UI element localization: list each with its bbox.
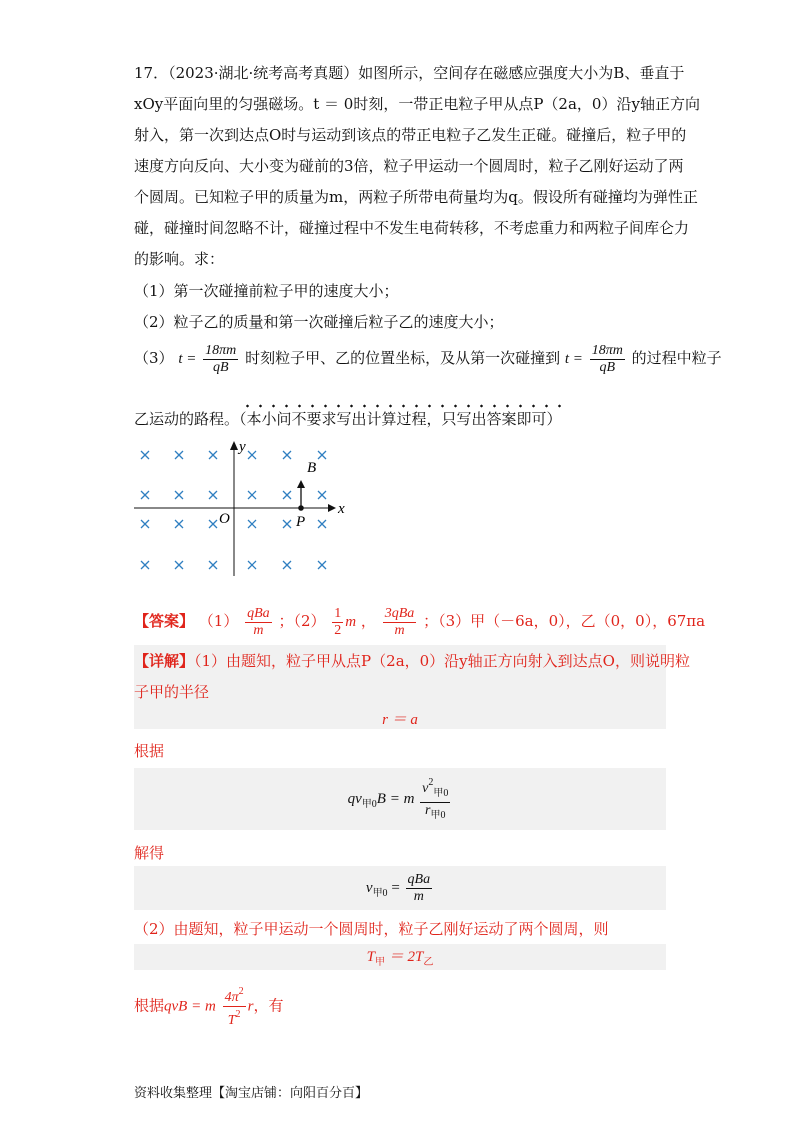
sub-question-3-line-2 — [134, 408, 562, 430]
eq3-sub: 甲0 — [372, 888, 388, 899]
sub-question-2: （2）粒子乙的质量和第一次碰撞后粒子乙的速度大小； — [134, 313, 504, 331]
cross-icon — [175, 491, 183, 499]
question-line-7: 的影响。求： — [134, 250, 225, 268]
question-line-1: 17．（2023·湖北·统考高考真题）如图所示，空间存在磁感应强度大小为B、垂直于 — [134, 64, 685, 82]
frac-numerator — [223, 984, 246, 1007]
eq4-mid: ＝ 2T — [385, 949, 424, 965]
eq5-tail: r — [247, 998, 254, 1015]
equation-5-line — [134, 984, 283, 1029]
sub3-end-text: 的过程中粒子 — [631, 349, 722, 367]
cross-icon — [209, 520, 217, 528]
answer-sep-3: ；（3）甲（－6a，0），乙（0，0），67πa — [423, 612, 706, 630]
sub3-emphasis: （本小问不要求写出计算过程，只写出答案即可） — [239, 404, 562, 428]
sub-question-1: （1）第一次碰撞前粒子甲的速度大小； — [134, 282, 399, 300]
eq3-fraction — [406, 872, 433, 905]
detail-line-1 — [134, 650, 690, 672]
eq4-sub-2: 乙 — [423, 957, 434, 968]
eq2-mid: B = m — [376, 791, 415, 807]
footer-text: 资料收集整理【淘宝店铺：向阳百分百】 — [134, 1086, 369, 1101]
answer-sep-2: ， — [360, 612, 376, 630]
point-p-label: P — [296, 514, 306, 530]
question-line-5: 个圆周。已知粒子甲的质量为m，两粒子所带电荷量均为q。假设所有碰撞均为弹性正 — [134, 188, 698, 206]
cross-icon — [283, 491, 291, 499]
eq4-t: T — [366, 949, 375, 965]
frac-numerator: qBa — [247, 605, 270, 621]
eq2-den-sub: 甲0 — [430, 810, 446, 822]
detail-line-2: 子甲的半径 — [134, 683, 210, 701]
eq5-fraction — [223, 984, 246, 1029]
cross-icon — [318, 520, 326, 528]
cross-icon — [209, 491, 217, 499]
cross-icon — [248, 451, 256, 459]
eq4-sub-1: 甲 — [375, 957, 385, 968]
eq2-fraction — [420, 775, 450, 824]
answer-fraction-3 — [383, 606, 417, 639]
y-axis-label: y — [239, 439, 246, 455]
frac-denominator: m — [413, 889, 424, 905]
equation-r: r ＝ a — [382, 712, 418, 728]
detail-part-2: （2）由题知，粒子甲运动一个圆周时，粒子乙刚好运动了两个圆周，则 — [134, 920, 609, 938]
eq5-after: ，有 — [253, 996, 284, 1015]
cross-icon — [248, 520, 256, 528]
cross-icon — [175, 561, 183, 569]
equation-3 — [134, 868, 666, 914]
answer-p1: （1） — [198, 612, 239, 630]
eq2-lhs: qv — [347, 791, 362, 807]
x-axis-label: x — [338, 501, 345, 517]
frac-denominator: qB — [599, 359, 616, 375]
eq2-sub: 甲0 — [361, 799, 377, 810]
frac-numerator: qBa — [407, 872, 431, 888]
answer-f2-tail: m — [345, 614, 357, 630]
cross-icon — [283, 520, 291, 528]
eq5-num: 4π — [224, 990, 239, 1005]
cross-icon — [318, 491, 326, 499]
velocity-arrow-head-icon — [297, 480, 305, 488]
cross-icon — [248, 561, 256, 569]
sub3-prefix: （3） — [134, 349, 174, 367]
equation-2 — [134, 775, 666, 829]
cross-icon — [283, 561, 291, 569]
sub3-fraction-2 — [590, 343, 625, 376]
eq2-num-sup: 2 — [428, 777, 434, 789]
frac-numerator: 3qBa — [384, 605, 415, 621]
question-line-3: 射入，第一次到达点O时与运动到该点的带正电粒子乙发生正碰。碰撞后，粒子甲的 — [134, 126, 687, 144]
frac-denominator: m — [394, 622, 405, 638]
frac-denominator — [420, 803, 450, 824]
cross-icon — [141, 561, 149, 569]
detail-label: 【详解】 — [134, 652, 195, 670]
cross-icon — [209, 561, 217, 569]
frac-denominator: 2 — [334, 622, 342, 638]
frac-numerator: 1 — [334, 605, 342, 621]
eq5-den: T — [227, 1013, 236, 1028]
text-jiede: 解得 — [134, 844, 165, 862]
origin-label: O — [219, 511, 230, 527]
sub3-mid-text: 时刻粒子甲、乙的位置坐标，及从第一次碰撞到 — [245, 349, 561, 367]
answer-fraction-2 — [332, 606, 343, 639]
eq2-num: v — [422, 781, 429, 797]
eq5-den-sup: 2 — [235, 1009, 241, 1020]
cross-icon — [175, 451, 183, 459]
point-p-dot — [298, 505, 304, 511]
sub-question-3 — [134, 340, 722, 377]
answer-sep-1: ；（2） — [278, 612, 326, 630]
sub3-fraction-1 — [203, 343, 238, 376]
answer-fraction-1 — [245, 606, 272, 639]
frac-denominator: m — [253, 622, 264, 638]
magnetic-field-figure — [130, 438, 350, 578]
y-axis-arrow-icon — [230, 441, 238, 450]
sub3-t: t = — [178, 351, 197, 367]
cross-icon — [318, 561, 326, 569]
question-line-2: xOy平面向里的匀强磁场。t ＝ 0时刻，一带正电粒子甲从点P（2a，0）沿y轴正方向 — [134, 95, 700, 113]
eq3-lhs: v — [365, 880, 373, 896]
question-line-6: 碰，碰撞时间忽略不计，碰撞过程中不发生电荷转移，不考虑重力和两粒子间库仑力 — [134, 219, 690, 237]
cross-icon — [209, 451, 217, 459]
cross-icon — [248, 491, 256, 499]
answer-label: 【答案】 — [134, 612, 195, 630]
sub3-t-2: t = — [564, 351, 583, 367]
cross-icon — [283, 451, 291, 459]
cross-icon — [141, 520, 149, 528]
cross-icon — [141, 451, 149, 459]
text-genju-2: 根据 — [134, 996, 165, 1015]
cross-icon — [318, 451, 326, 459]
x-axis-arrow-icon — [328, 504, 336, 512]
frac-numerator: 18πm — [205, 342, 237, 358]
cross-icon — [141, 491, 149, 499]
answer-line — [134, 603, 705, 640]
eq2-den: r — [425, 803, 431, 819]
detail-text-1: （1）由题知，粒子甲从点P（2a，0）沿y轴正方向射入到达点O，则说明粒 — [194, 652, 690, 670]
field-b-label: B — [307, 460, 317, 476]
eq3-equals: = — [391, 880, 400, 896]
eq5-num-sup: 2 — [238, 986, 244, 997]
frac-denominator: qB — [212, 359, 229, 375]
frac-numerator — [420, 775, 450, 803]
eq5-lhs: qvB = m — [164, 998, 216, 1015]
frac-numerator: 18πm — [591, 342, 623, 358]
question-line-4: 速度方向反向、大小变为碰前的3倍，粒子甲运动一个圆周时，粒子乙刚好运动了两 — [134, 157, 684, 175]
eq2-num-sub: 甲0 — [433, 788, 449, 800]
equation-4 — [134, 946, 666, 974]
sub3-line2-a: 乙运动的路程。 — [134, 410, 240, 428]
frac-denominator — [223, 1007, 246, 1029]
text-genju: 根据 — [134, 742, 165, 760]
cross-icon — [175, 520, 183, 528]
